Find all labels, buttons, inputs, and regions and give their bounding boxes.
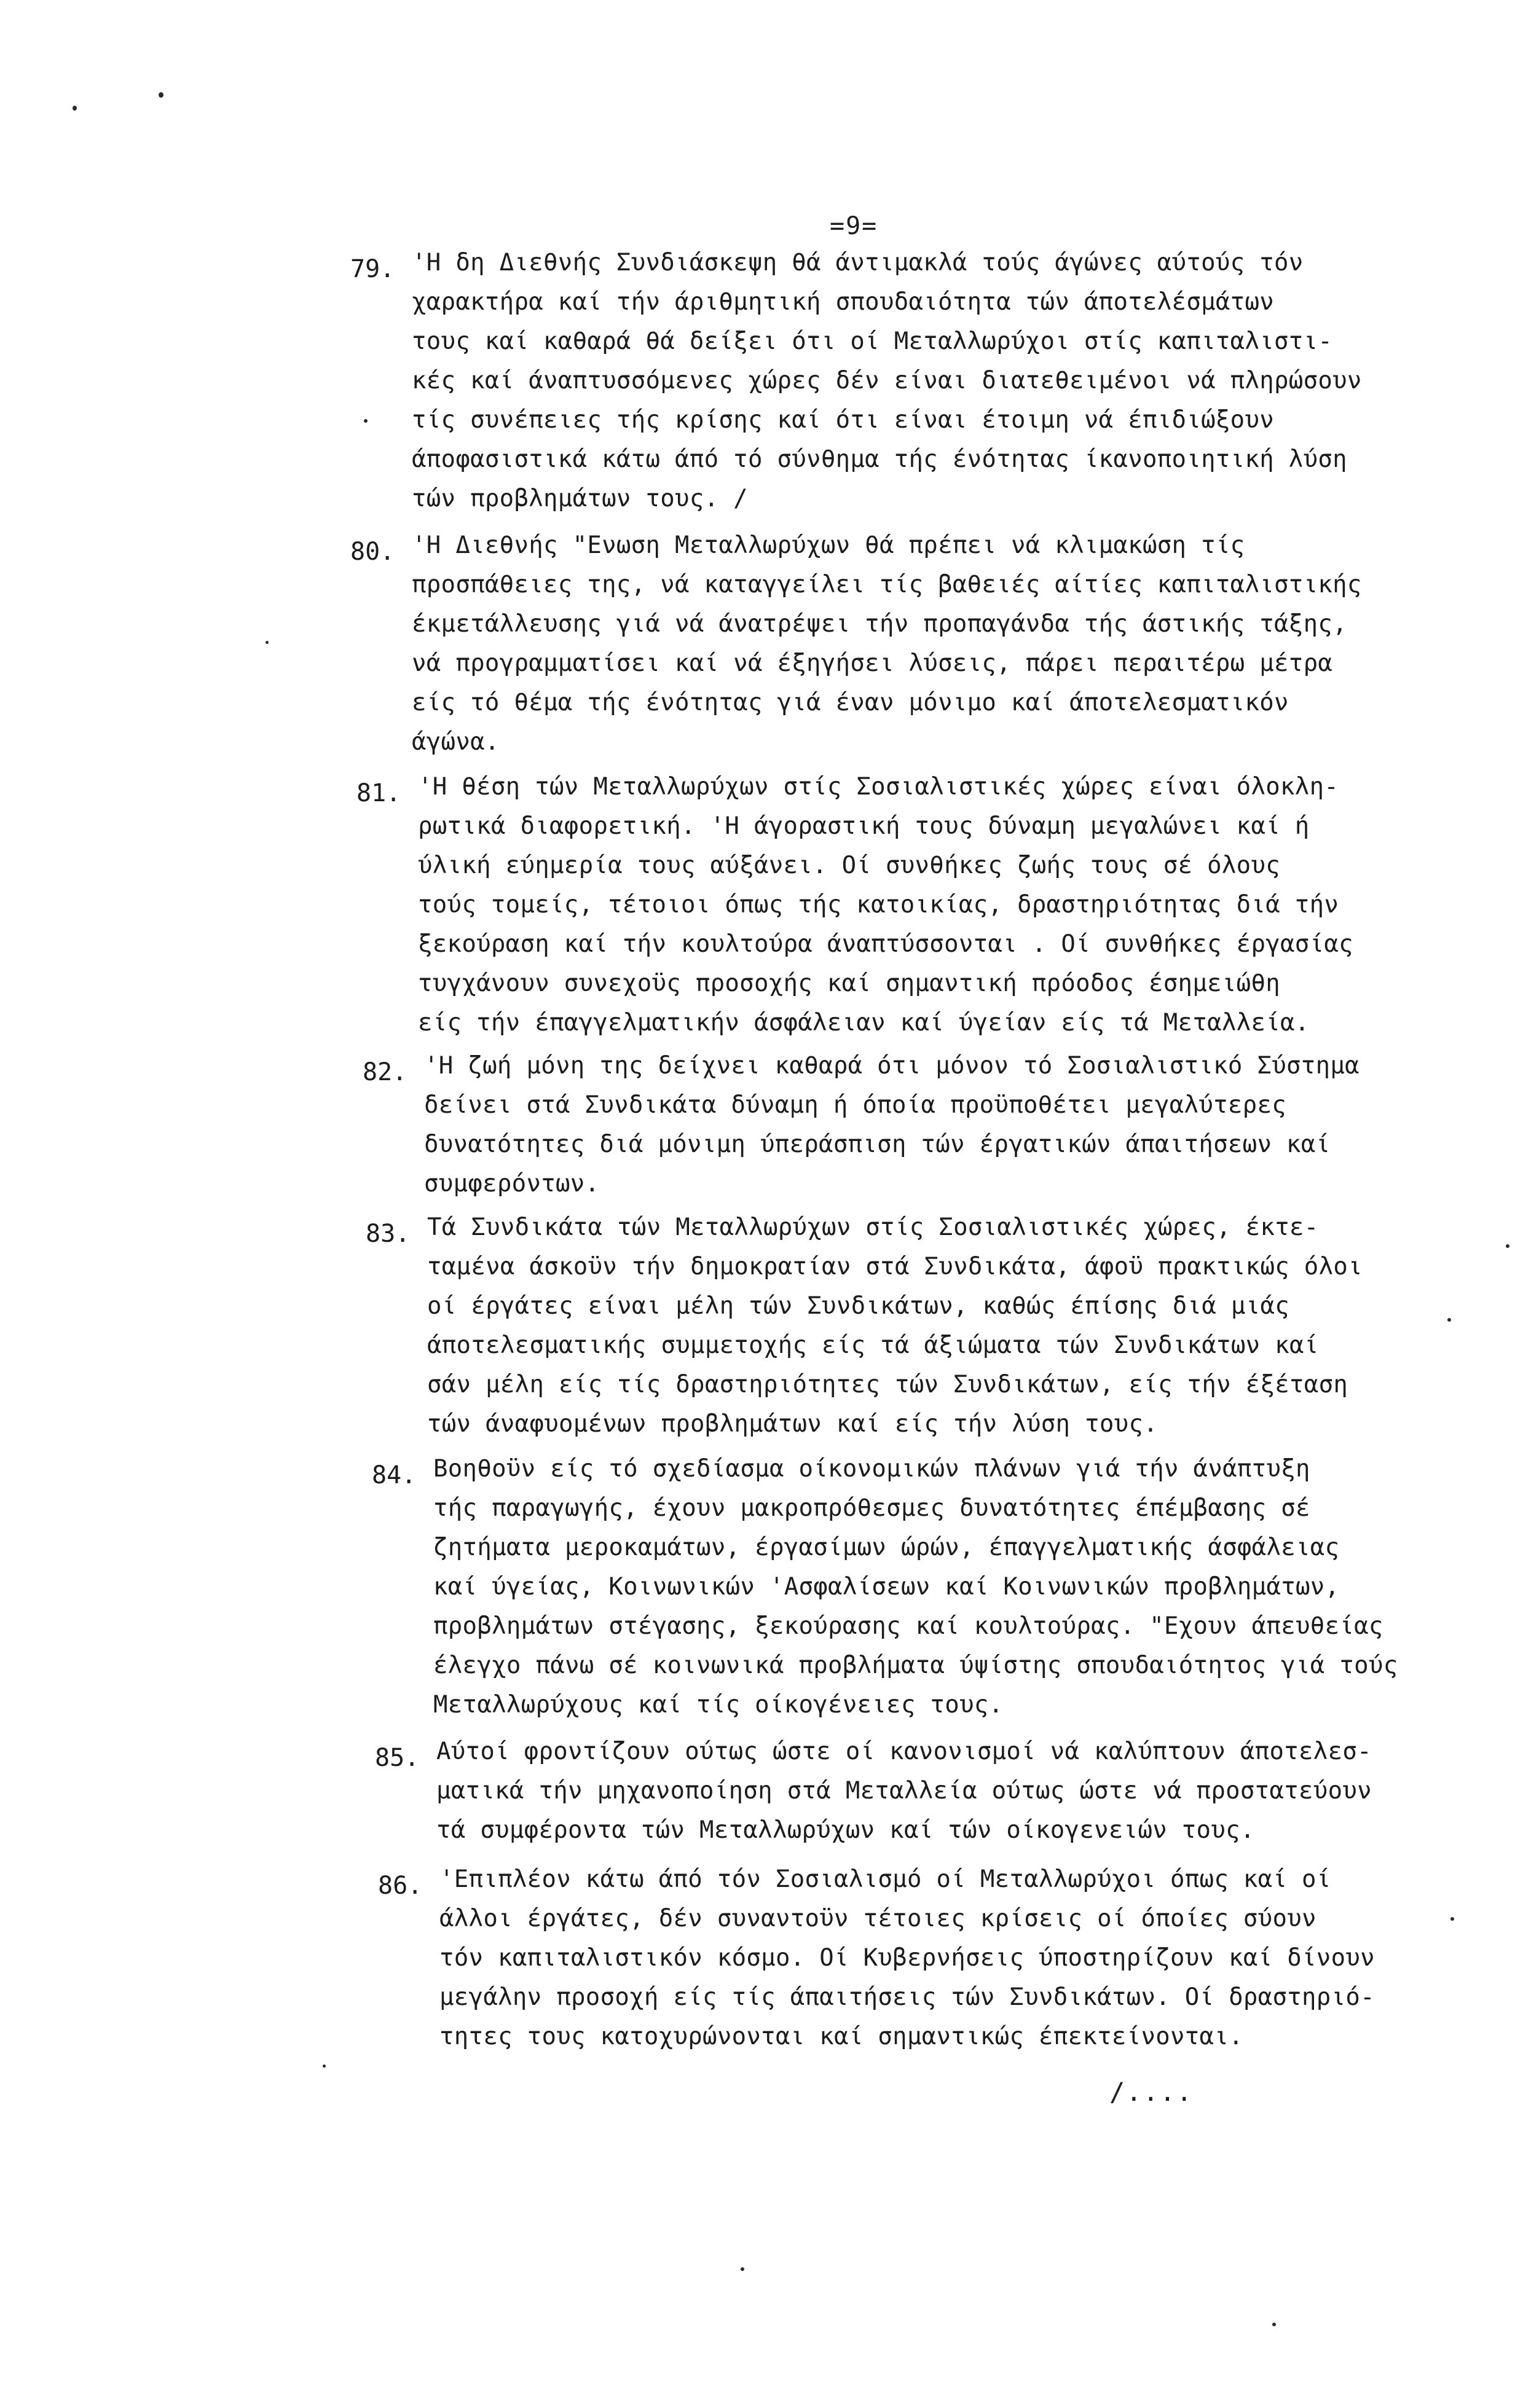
paragraph-line: ρωτικά διαφορετική. 'Η άγοραστική τους δύναμη μεγαλώνει καί ή xyxy=(418,812,1310,840)
paragraph-line: ύλική εύημερία τους αύξάνει. Οί συνθήκες ζωής τους σέ όλους xyxy=(418,852,1281,879)
paragraph-line: συμφερόντων. xyxy=(424,1170,600,1198)
paragraph-line: προσπάθειες της, νά καταγγείλει τίς βαθειές αίτίες καπιταλιστικής xyxy=(412,571,1362,598)
paragraph-line: Αύτοί φροντίζουν ούτως ώστε οί κανονισμοί νά καλύπτουν άποτελεσ- xyxy=(436,1738,1372,1765)
paragraph-line: χαρακτήρα καί τήν άριθμητική σπουδαιότητα τών άποτελέσμάτων xyxy=(412,288,1275,316)
paragraph-line: κές καί άναπτυσσόμενες χώρες δέν είναι διατεθειμένοι νά πληρώσουν xyxy=(412,367,1362,394)
paragraph-line: τούς τομείς, τέτοιοι όπως τής κατοικίας, δραστηριότητας διά τήν xyxy=(418,891,1339,919)
paragraph-line: ζητήματα μεροκαμάτων, έργασίμων ώρών, έπαγγελματικής άσφάλειας xyxy=(433,1534,1340,1561)
paragraph-line: οί έργάτες είναι μέλη τών Συνδικάτων, καθώς έπίσης διά μιάς xyxy=(427,1292,1290,1320)
paragraph-line: άποφασιστικά κάτω άπό τό σύνθημα τής ένότητας ίκανοποιητική λύση xyxy=(412,445,1347,473)
paragraph-number: 83. xyxy=(366,1220,411,1248)
paragraph-line: τους καί καθαρά θά δείξει ότι οί Μεταλλωρύχοι στίς καπιταλιστι- xyxy=(412,327,1333,355)
paragraph-line: τυγχάνουν συνεχοϋς προσοχής καί σημαντική πρόοδος έσημειώθη xyxy=(418,970,1281,997)
paragraph-number: 86. xyxy=(378,1872,423,1900)
paragraph-number: 81. xyxy=(356,779,401,807)
paragraph-line: καί ύγείας, Κοινωνικών 'Ασφαλίσεων καί Κοινωνικών προβλημάτων, xyxy=(433,1573,1340,1601)
paragraph-line: 'Η δη Διεθνής Συνδιάσκεψη θά άντιμακλά τούς άγώνες αύτούς τόν xyxy=(412,249,1304,276)
paragraph-line: άποτελεσματικής συμμετοχής είς τά άξιώματα τών Συνδικάτων καί xyxy=(427,1331,1319,1359)
paragraph-line: τών προβλημάτων τους. / xyxy=(412,485,748,512)
paragraph-line: τής παραγωγής, έχουν μακροπρόθεσμες δυνατότητες έπέμβασης σέ xyxy=(433,1494,1310,1522)
paragraph-line: τίς συνέπειες τής κρίσης καί ότι είναι έτοιμη νά έπιδιώξουν xyxy=(412,406,1275,434)
paragraph-line: 'Η ζωή μόνη της δείχνει καθαρά ότι μόνον τό Σοσιαλιστικό Σύστημα xyxy=(424,1052,1360,1080)
paragraph-line: Μεταλλωρύχους καί τίς οίκογένειες τους. xyxy=(433,1691,1004,1719)
page-number: =9= xyxy=(830,212,878,240)
paragraph-line: τόν καπιταλιστικόν κόσμο. Οί Κυβερνήσεις ύποστηρίζουν καί δίνουν xyxy=(439,1944,1375,1972)
paragraph-line: έκμετάλλευσης γιά νά άνατρέψει τήν προπαγάνδα τής άστικής τάξης, xyxy=(412,610,1347,638)
paragraph-line: μεγάλην προσοχή είς τίς άπαιτήσεις τών Συνδικάτων. Οί δραστηριό- xyxy=(439,1983,1375,2011)
paragraph-line: είς τό θέμα τής ένότητας γιά έναν μόνιμο καί άποτελεσματικόν xyxy=(412,689,1289,716)
paragraph-line: Τά Συνδικάτα τών Μεταλλωρύχων στίς Σοσιαλιστικές χώρες, έκτε- xyxy=(427,1214,1319,1241)
paragraph-number: 85. xyxy=(375,1744,420,1772)
paragraph-line: είς τήν έπαγγελματικήν άσφάλειαν καί ύγείαν είς τά Μεταλλεία. xyxy=(418,1009,1310,1037)
paragraph-number: 80. xyxy=(350,538,395,566)
paragraph-line: τά συμφέροντα τών Μεταλλωρύχων καί τών οίκογενειών τους. xyxy=(436,1816,1255,1844)
paragraph-line: νά προγραμματίσει καί νά έξηγήσει λύσεις, πάρει περαιτέρω μέτρα xyxy=(412,649,1333,677)
paragraph-line: σάν μέλη είς τίς δραστηριότητες τών Συνδικάτων, είς τήν έξέταση xyxy=(427,1371,1348,1398)
paragraph-line: τητες τους κατοχυρώνονται καί σημαντικώς έπεκτείνονται. xyxy=(439,2023,1243,2050)
paragraph-line: 'Η θέση τών Μεταλλωρύχων στίς Σοσιαλιστικές χώρες είναι όλοκλη- xyxy=(418,773,1339,801)
paragraph-line: δυνατότητες διά μόνιμη ύπεράσπιση τών έργατικών άπαιτήσεων καί xyxy=(424,1131,1331,1158)
paragraph-line: ταμένα άσκοϋν τήν δημοκρατίαν στά Συνδικάτα, άφοϋ πρακτικώς όλοι xyxy=(427,1253,1363,1280)
continuation-mark: /.... xyxy=(1109,2077,1194,2107)
paragraph-line: 'Η Διεθνής "Ενωση Μεταλλωρύχων θά πρέπει νά κλιμακώση τίς xyxy=(412,531,1245,559)
paragraph-line: ξεκούραση καί τήν κουλτούρα άναπτύσσονται . Οί συνθήκες έργασίας xyxy=(418,930,1353,958)
paragraph-line: ματικά τήν μηχανοποίηση στά Μεταλλεία ούτως ώστε νά προστατεύουν xyxy=(436,1777,1372,1805)
paragraph-line: 'Επιπλέον κάτω άπό τόν Σοσιαλισμό οί Μεταλλωρύχοι όπως καί οί xyxy=(439,1865,1331,1893)
paragraph-line: δείνει στά Συνδικάτα δύναμη ή όποία προϋποθέτει μεγαλύτερες xyxy=(424,1091,1287,1119)
paragraph-line: Βοηθοϋν είς τό σχεδίασμα οίκονομικών πλάνων γιά τήν άνάπτυξη xyxy=(433,1455,1310,1483)
paragraph-line: έλεγχο πάνω σέ κοινωνικά προβλήματα ύψίστης σπουδαιότητος γιά τούς xyxy=(433,1652,1398,1679)
paragraph-line: άλλοι έργάτες, δέν συναντοϋν τέτοιες κρίσεις οί όποίες σύουν xyxy=(439,1905,1316,1932)
paragraph-number: 79. xyxy=(350,255,395,283)
paragraph-line: τών άναφυομένων προβλημάτων καί είς τήν λύση τους. xyxy=(427,1410,1158,1438)
paragraph-line: άγώνα. xyxy=(412,728,500,756)
paragraph-line: προβλημάτων στέγασης, ξεκούρασης καί κουλτούρας. "Εχουν άπευθείας xyxy=(433,1612,1383,1640)
paragraph-number: 84. xyxy=(372,1461,417,1489)
paragraph-number: 82. xyxy=(363,1058,407,1086)
